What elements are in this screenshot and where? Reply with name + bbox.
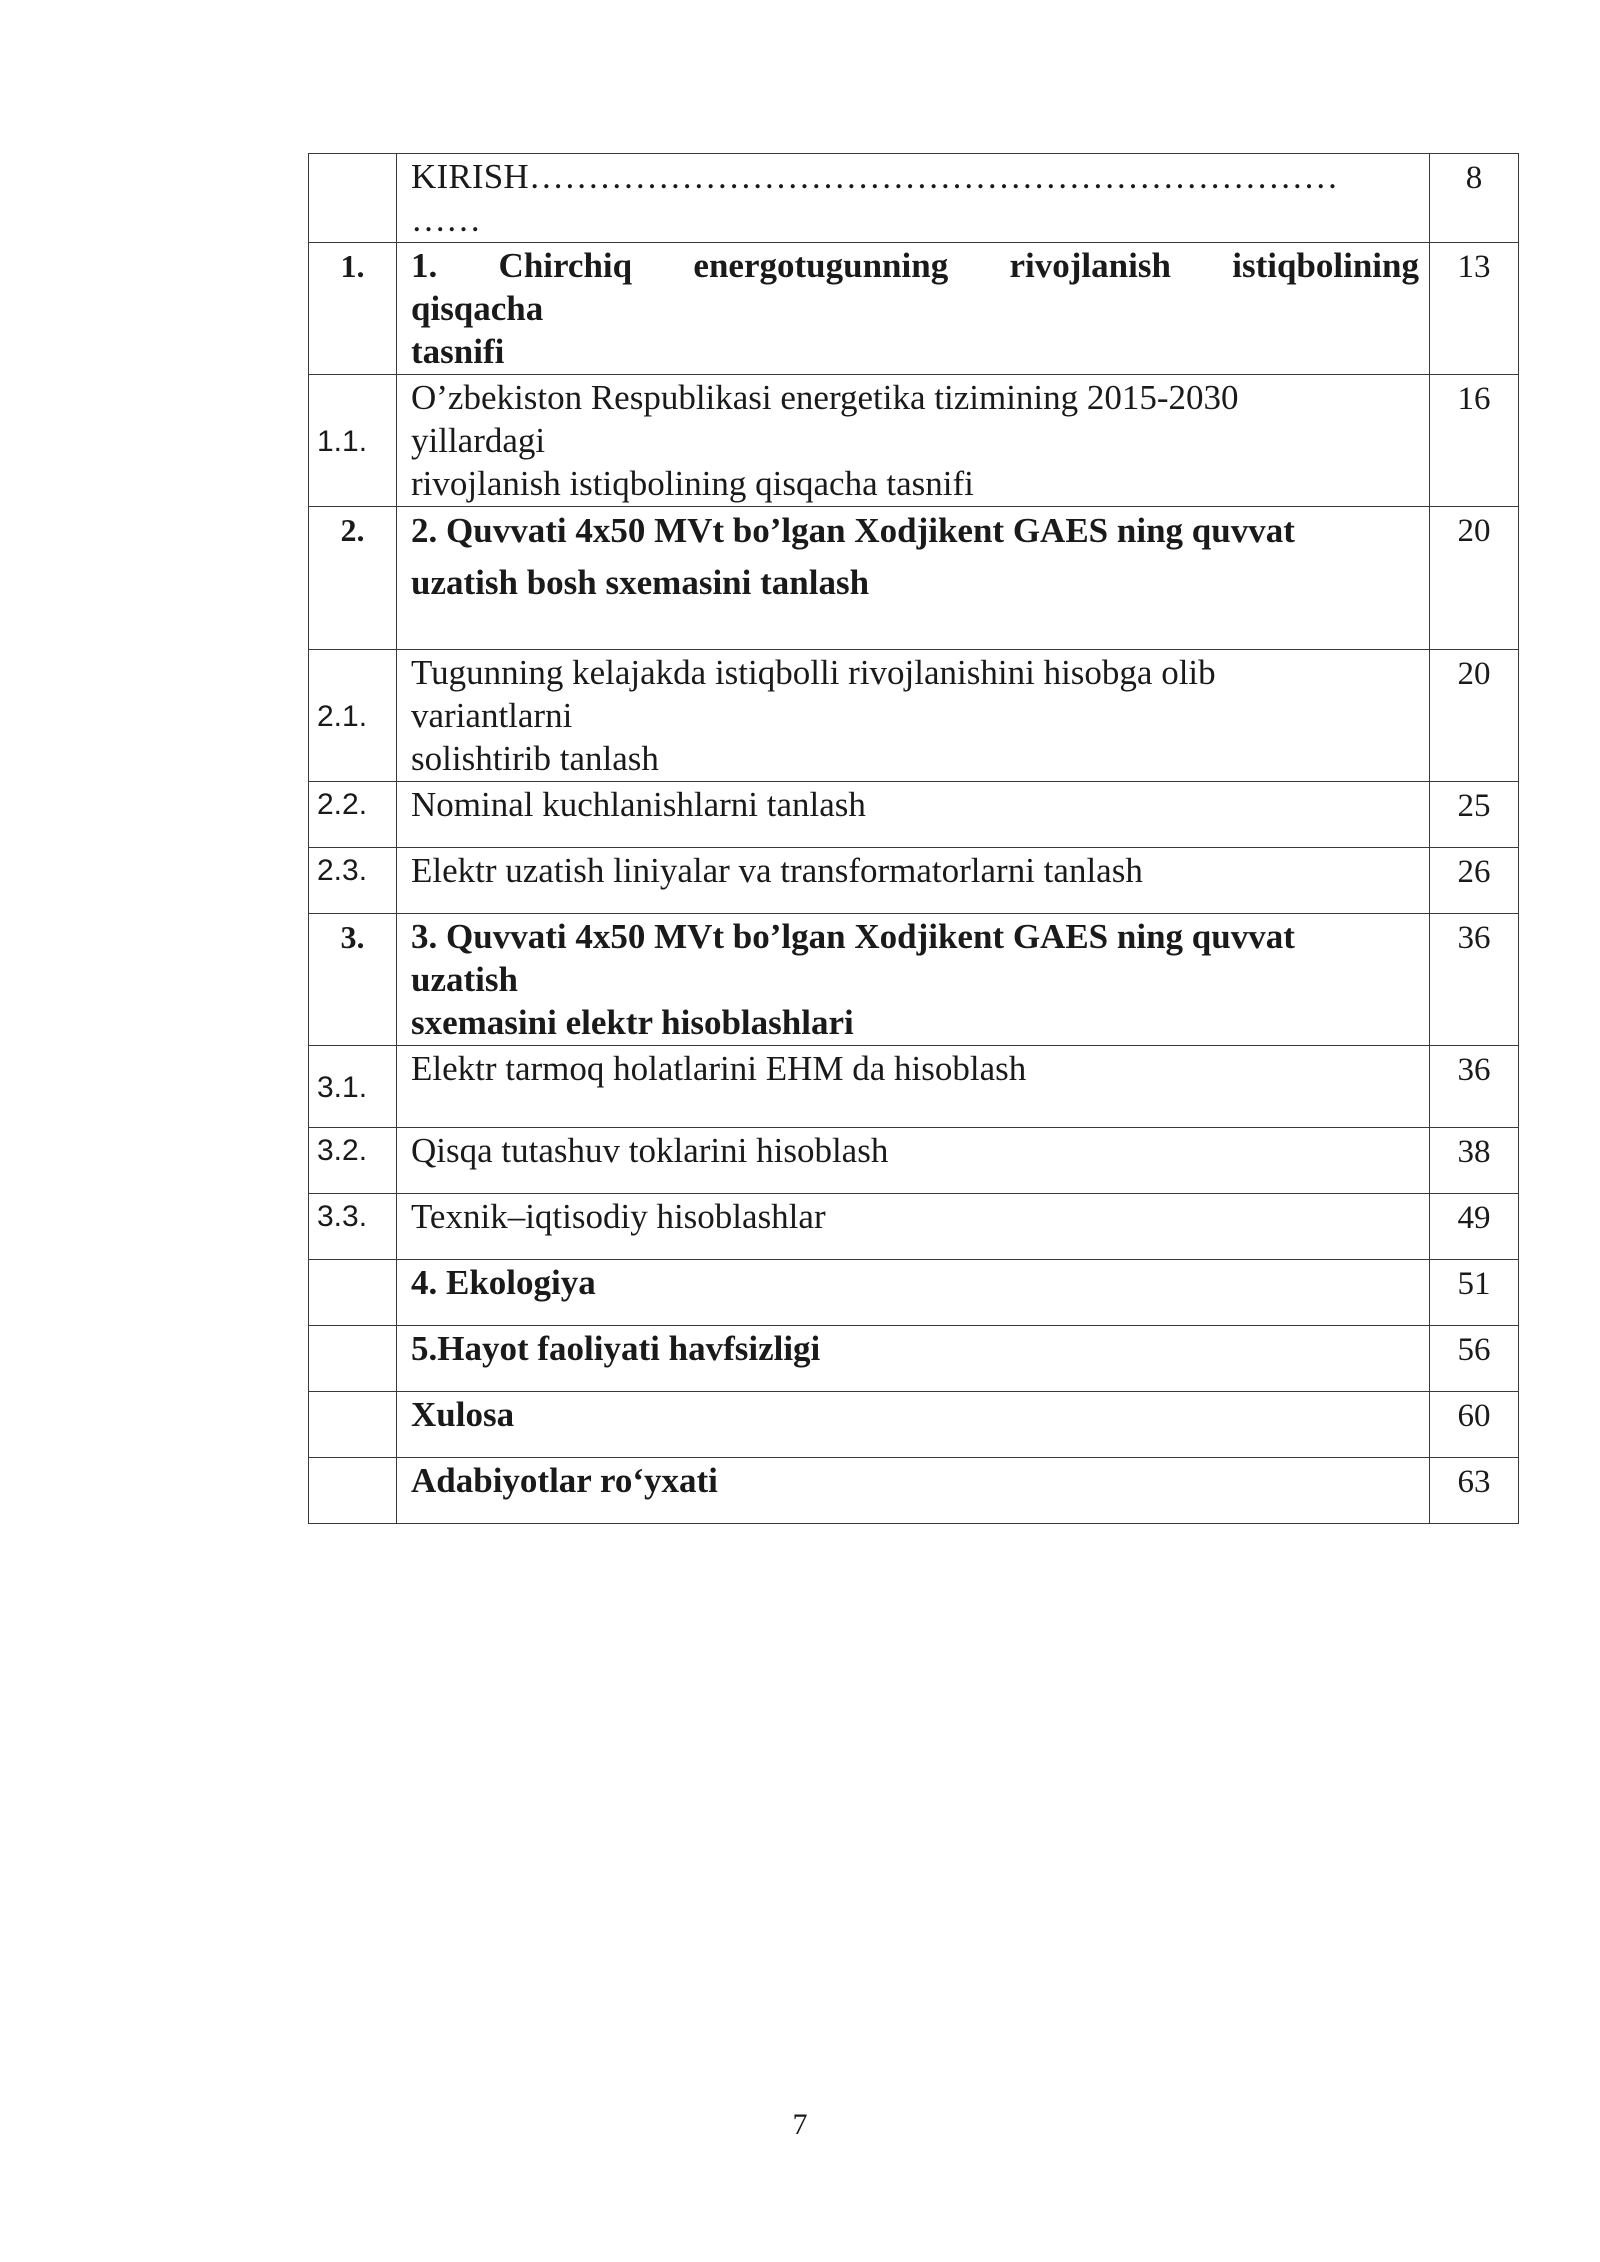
toc-row-page: 20 <box>1430 507 1519 650</box>
toc-row-page: 20 <box>1430 650 1519 782</box>
toc-title-line: Qisqa tutashuv toklarini hisoblash <box>411 1131 889 1170</box>
toc-row-kirish <box>309 154 1519 243</box>
toc-row-number: 3.2. <box>309 1128 397 1194</box>
toc-row-chapter-1 <box>309 243 1519 375</box>
toc-title-line: 1. Chirchiq energotugunning rivojlanish istiqbolining <box>411 246 1419 285</box>
toc-row-chapter-2 <box>309 507 1519 650</box>
toc-row-chapter-5 <box>309 1326 1519 1392</box>
toc-row-number <box>309 1326 397 1392</box>
toc-row-chapter-4 <box>309 1260 1519 1326</box>
toc-row-title <box>397 1326 1430 1392</box>
toc-row-page: 63 <box>1430 1458 1519 1524</box>
toc-row-page: 26 <box>1430 848 1519 914</box>
toc-row-number: 2.1. <box>309 650 397 782</box>
toc-row-section-3-2 <box>309 1128 1519 1194</box>
toc-title-line: Tugunning kelajakda istiqbolli rivojlanishini hisobga olib <box>411 653 1216 692</box>
toc-row-title <box>397 1128 1430 1194</box>
toc-row-number: 1. <box>309 243 397 375</box>
toc-row-number: 1.1. <box>309 375 397 507</box>
toc-row-title <box>397 1194 1430 1260</box>
toc-title-line: yillardagi <box>411 421 546 460</box>
toc-row-number <box>309 1392 397 1458</box>
toc-title-line: Texnik–iqtisodiy hisoblashlar <box>411 1197 826 1236</box>
toc-row-page: 49 <box>1430 1194 1519 1260</box>
toc-row-number: 3.1. <box>309 1046 397 1128</box>
toc-row-title <box>397 782 1430 848</box>
toc-row-title <box>397 650 1430 782</box>
toc-row-number: 3. <box>309 914 397 1046</box>
toc-row-page: 56 <box>1430 1326 1519 1392</box>
toc-row-title <box>397 243 1430 375</box>
toc-row-page: 36 <box>1430 1046 1519 1128</box>
toc-title-line: variantlarni <box>411 696 573 735</box>
toc-title-line: uzatish bosh sxemasini tanlash <box>411 563 870 602</box>
toc-row-title <box>397 1458 1430 1524</box>
toc-row-section-3-3 <box>309 1194 1519 1260</box>
toc-row-page: 38 <box>1430 1128 1519 1194</box>
toc-title-line: Nominal kuchlanishlarni tanlash <box>411 785 866 824</box>
toc-row-title <box>397 848 1430 914</box>
toc-title-line: Adabiyotlar ro‘yxati <box>411 1461 718 1500</box>
toc-row-title <box>397 914 1430 1046</box>
toc-row-section-1-1 <box>309 375 1519 507</box>
toc-row-number <box>309 1458 397 1524</box>
toc-row-section-3-1 <box>309 1046 1519 1128</box>
toc-row-title <box>397 1392 1430 1458</box>
toc-row-number: 2.3. <box>309 848 397 914</box>
toc-row-page: 8 <box>1430 154 1519 243</box>
toc-title-line: uzatish <box>411 960 518 999</box>
toc-row-title <box>397 154 1430 243</box>
toc-row-section-2-3 <box>309 848 1519 914</box>
toc-title-line: solishtirib tanlash <box>411 739 659 778</box>
toc-row-number <box>309 1260 397 1326</box>
toc-row-section-2-1 <box>309 650 1519 782</box>
table-of-contents <box>308 153 1519 1524</box>
toc-title-line: Xulosa <box>411 1395 515 1434</box>
toc-row-title <box>397 1046 1430 1128</box>
toc-row-page: 51 <box>1430 1260 1519 1326</box>
toc-title-line: Elektr uzatish liniyalar va transformatorlarni tanlash <box>411 851 1143 890</box>
toc-title-line: qisqacha <box>411 289 544 328</box>
toc-title-line: 2. Quvvati 4x50 MVt bo’lgan Xodjikent GAES ning quvvat <box>411 511 1295 550</box>
toc-title-line: KIRISH…………………………………………………………… <box>411 157 1339 196</box>
page-number: 7 <box>792 2108 808 2141</box>
toc-row-title <box>397 1260 1430 1326</box>
toc-title-line: tasnifi <box>411 332 505 371</box>
toc-row-title <box>397 507 1430 650</box>
toc-row-number <box>309 154 397 243</box>
toc-title-line: rivojlanish istiqbolining qisqacha tasnifi <box>411 464 974 503</box>
toc-title-line: …… <box>411 200 481 239</box>
toc-row-page: 25 <box>1430 782 1519 848</box>
toc-title-line: 4. Ekologiya <box>411 1263 596 1302</box>
toc-row-title <box>397 375 1430 507</box>
toc-row-chapter-3 <box>309 914 1519 1046</box>
toc-row-page: 36 <box>1430 914 1519 1046</box>
toc-row-page: 16 <box>1430 375 1519 507</box>
toc-title-line: O’zbekiston Respublikasi energetika tizimining 2015-2030 <box>411 378 1239 417</box>
toc-row-xulosa <box>309 1392 1519 1458</box>
toc-row-number: 2. <box>309 507 397 650</box>
toc-title-line: sxemasini elektr hisoblashlari <box>411 1003 854 1042</box>
toc-title-line: Elektr tarmoq holatlarini EHM da hisoblash <box>411 1049 1027 1088</box>
toc-row-section-2-2 <box>309 782 1519 848</box>
toc-row-page: 60 <box>1430 1392 1519 1458</box>
toc-row-adabiyotlar <box>309 1458 1519 1524</box>
toc-title-line: 3. Quvvati 4x50 MVt bo’lgan Xodjikent GAES ning quvvat <box>411 917 1295 956</box>
toc-row-number: 2.2. <box>309 782 397 848</box>
toc-row-page: 13 <box>1430 243 1519 375</box>
toc-title-line: 5.Hayot faoliyati havfsizligi <box>411 1329 821 1368</box>
toc-row-number: 3.3. <box>309 1194 397 1260</box>
